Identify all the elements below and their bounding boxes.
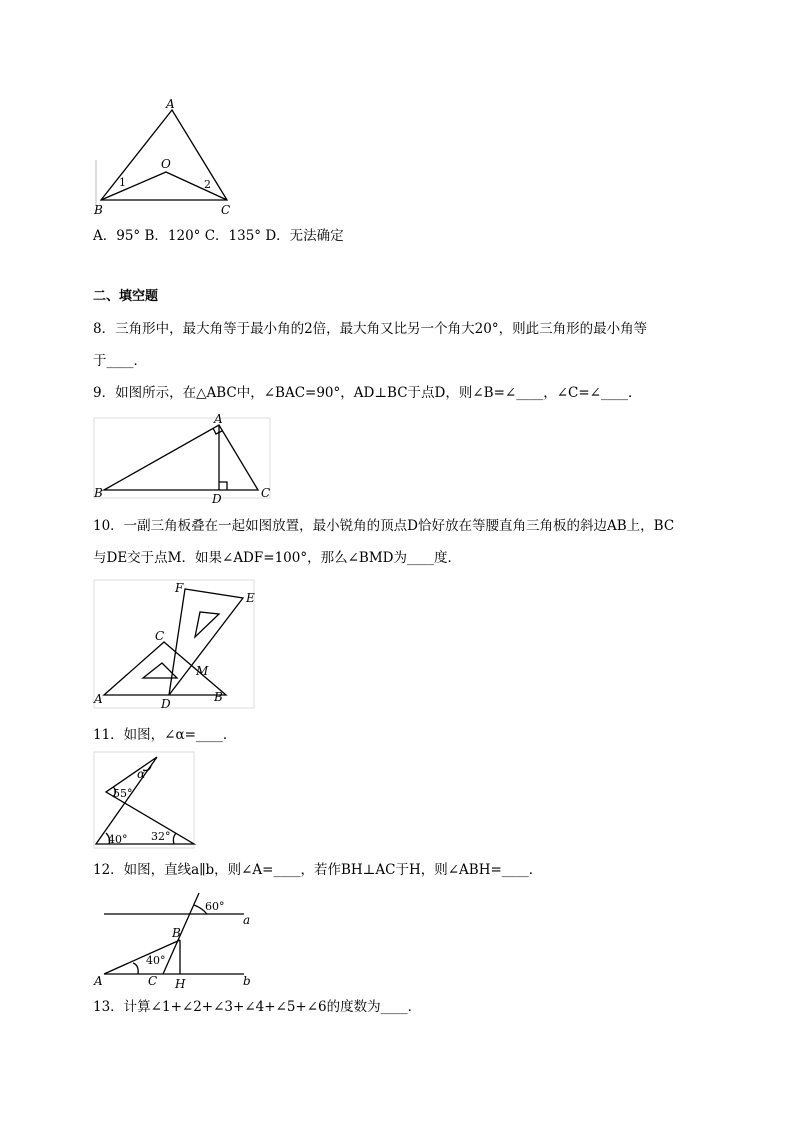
q11-label-55: 55° [113,787,133,800]
q11-label-40: 40° [108,833,128,846]
q12-label-b-point: B [172,926,181,940]
q11-label-32: 32° [151,830,171,843]
q12-label-b-line: b [243,974,251,988]
q9-text: 9．如图所示，在△ABC中，∠BAC=90°，AD⊥BC于点D，则∠B=∠____，∠C=∠____． [93,385,642,401]
q7-label-c: C [221,203,231,217]
q12-label-c: C [148,974,158,988]
q9-label-a: A [214,412,223,426]
q13-text: 13．计算∠1+∠2+∠3+∠4+∠5+∠6的度数为____． [93,999,422,1015]
q12-label-40: 40° [146,954,166,967]
q10-label-e: E [246,591,255,605]
q12-text: 12．如图，直线a∥b，则∠A=____，若作BH⊥AC于H，则∠ABH=____． [93,862,543,878]
q7-label-1: 1 [119,176,126,189]
q10-label-c: C [155,629,165,643]
q12-label-a-line: a [243,913,251,927]
q10-line2: 与DE交于点M．如果∠ADF=100°，那么∠BMD为____度． [93,550,461,566]
q7-options: A．95° B．120° C．135° D．无法确定 [93,228,344,244]
q7-label-o: O [161,157,171,171]
q7-label-b: B [94,203,103,217]
q9-label-b: B [94,486,103,500]
q11-label-alpha: α [137,767,146,781]
q12-label-h: H [175,977,186,991]
q11-text: 11．如图，∠α=____． [93,727,237,743]
q7-label-2: 2 [204,178,211,191]
q10-line1: 10．一副三角板叠在一起如图放置，最小锐角的顶点D恰好放在等腰直角三角板的斜边AB上，BC [93,518,675,534]
q10-label-f: F [175,581,184,595]
q8-line1: 8．三角形中，最大角等于最小角的2倍，最大角又比另一个角大20°，则此三角形的最小角等 [93,321,648,337]
q7-label-a: A [166,97,175,111]
q9-label-d: D [212,492,222,506]
q12-label-a-point: A [94,974,103,988]
q12-label-60: 60° [205,900,225,913]
q10-label-m: M [196,664,209,678]
q10-label-a: A [94,692,103,706]
q8-line2: 于____． [93,353,147,369]
q9-label-c: C [261,486,271,500]
q10-label-b: B [214,690,223,704]
q10-label-d: D [161,697,171,711]
section-title-fill-in: 二、填空题 [93,289,159,304]
